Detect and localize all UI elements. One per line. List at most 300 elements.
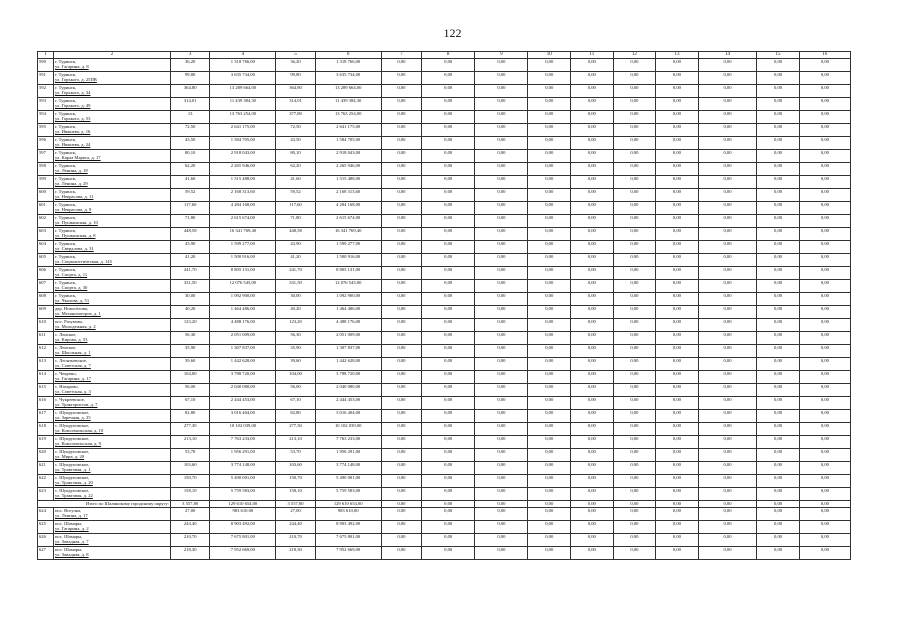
- address-line2: ул. Советская, д. 7: [54, 363, 91, 368]
- row-number: 625: [38, 521, 54, 534]
- zero-cell: 0,00: [422, 358, 475, 371]
- zero-cell: 0,00: [613, 521, 656, 534]
- row-number: 615: [38, 384, 54, 397]
- zero-cell: 0,00: [656, 137, 699, 150]
- zero-cell: 0,00: [571, 475, 614, 488]
- zero-cell: 0,00: [381, 319, 421, 332]
- area-cell: 99,80: [171, 72, 210, 85]
- column-header: 5: [276, 52, 315, 59]
- zero-cell: 0,00: [613, 345, 656, 358]
- zero-cell: 0,00: [799, 384, 850, 397]
- zero-cell: 0,00: [381, 189, 421, 202]
- cost-cell: 1 515 488,00: [210, 176, 276, 189]
- table-row: [38, 72, 851, 85]
- cost-cell: 7 763 233,00: [210, 436, 276, 449]
- zero-cell: 0,00: [422, 449, 475, 462]
- area-cell: 103,60: [276, 462, 315, 475]
- zero-cell: 0,00: [571, 85, 614, 98]
- zero-cell: 0,00: [757, 111, 800, 124]
- zero-cell: 0,00: [475, 228, 528, 241]
- zero-cell: 0,00: [613, 397, 656, 410]
- address-line1: г. Туринск,: [54, 98, 77, 103]
- area-cell: 36,20: [276, 59, 315, 72]
- column-header: 14: [698, 52, 757, 59]
- column-header: 8: [422, 52, 475, 59]
- zero-cell: 0,00: [613, 202, 656, 215]
- zero-cell: 0,00: [698, 475, 757, 488]
- zero-cell: 0,00: [528, 228, 571, 241]
- cost-cell: 1 318 766,00: [315, 59, 381, 72]
- zero-cell: 0,00: [528, 521, 571, 534]
- zero-cell: 0,00: [422, 124, 475, 137]
- zero-cell: 0,00: [528, 293, 571, 306]
- zero-cell: 0,00: [475, 449, 528, 462]
- table-row: [38, 534, 851, 547]
- zero-cell: 0,00: [422, 508, 475, 521]
- area-cell: 35,90: [171, 345, 210, 358]
- zero-cell: 0,00: [475, 137, 528, 150]
- table-row: [38, 111, 851, 124]
- zero-cell: 0,00: [381, 215, 421, 228]
- zero-cell: 0,00: [475, 72, 528, 85]
- address-line2: ул. Спорта, д. 11: [54, 272, 88, 277]
- row-number: 607: [38, 280, 54, 293]
- cost-cell: 2 265 946,00: [315, 163, 381, 176]
- zero-cell: 0,00: [698, 345, 757, 358]
- zero-cell: 0,00: [757, 267, 800, 280]
- address-cell: [53, 449, 170, 462]
- zero-cell: 0,00: [381, 293, 421, 306]
- zero-cell: 0,00: [656, 371, 699, 384]
- zero-cell: 0,00: [656, 521, 699, 534]
- zero-cell: 0,00: [613, 280, 656, 293]
- zero-cell: 0,00: [698, 189, 757, 202]
- address-line2: ул. Западная, д. 7: [54, 539, 89, 544]
- area-cell: 40,20: [171, 306, 210, 319]
- area-cell: 277,30: [276, 423, 315, 436]
- total-area: 3 557,80: [276, 501, 315, 508]
- area-cell: 158,10: [171, 488, 210, 501]
- cost-cell: 12 076 545,00: [210, 280, 276, 293]
- zero-cell: 0,00: [613, 98, 656, 111]
- zero-cell: 0,00: [698, 111, 757, 124]
- cost-cell: 1 307 837,00: [210, 345, 276, 358]
- zero-cell: 0,00: [757, 449, 800, 462]
- address-cell: [53, 85, 170, 98]
- zero-cell: 0,00: [799, 228, 850, 241]
- zero-cell: 0,00: [698, 72, 757, 85]
- address-cell: [53, 202, 170, 215]
- column-header: 3: [171, 52, 210, 59]
- zero-cell: 0,00: [528, 475, 571, 488]
- area-cell: 103,60: [171, 462, 210, 475]
- row-number: 591: [38, 72, 54, 85]
- zero-cell: 0,00: [799, 176, 850, 189]
- zero-cell: 0,00: [528, 59, 571, 72]
- zero-cell: 0,00: [757, 280, 800, 293]
- zero-cell: 0,00: [381, 59, 421, 72]
- zero-cell: 0,00: [528, 280, 571, 293]
- zero-cell: 0,00: [528, 306, 571, 319]
- zero-cell: 0,00: [799, 345, 850, 358]
- zero-cell: 0,00: [381, 534, 421, 547]
- zero-cell: 0,00: [698, 397, 757, 410]
- zero-cell: 0,00: [381, 72, 421, 85]
- area-cell: 80,10: [171, 150, 210, 163]
- zero-cell: 0,00: [381, 488, 421, 501]
- address-cell: [53, 397, 170, 410]
- zero-cell: 0,00: [698, 508, 757, 521]
- area-cell: 448,58: [276, 228, 315, 241]
- zero-cell: 0,00: [799, 371, 850, 384]
- table-row: [38, 306, 851, 319]
- cost-cell: 10 102 039,00: [210, 423, 276, 436]
- row-number: 611: [38, 332, 54, 345]
- zero-cell: 0,00: [381, 176, 421, 189]
- address-cell: [53, 124, 170, 137]
- address-line1: с. Ленское,: [54, 332, 77, 337]
- column-header: 7: [381, 52, 421, 59]
- cost-cell: 1 464 486,00: [210, 306, 276, 319]
- zero-cell: 0,00: [475, 521, 528, 534]
- zero-cell: 0,00: [381, 501, 421, 508]
- table-row: [38, 410, 851, 423]
- zero-cell: 0,00: [422, 410, 475, 423]
- address-line1: с. Шукруповское,: [54, 423, 90, 428]
- cost-cell: 1 584 705,00: [315, 137, 381, 150]
- address-cell: [53, 423, 170, 436]
- zero-cell: 0,00: [698, 280, 757, 293]
- table-row: [38, 488, 851, 501]
- cost-cell: 2 051 009,00: [210, 332, 276, 345]
- zero-cell: 0,00: [381, 332, 421, 345]
- cost-cell: 2 444 453,00: [210, 397, 276, 410]
- address-line1: г. Туринск,: [54, 163, 77, 168]
- zero-cell: 0,00: [571, 345, 614, 358]
- area-cell: 59,52: [171, 189, 210, 202]
- cost-cell: 16 341 769,40: [315, 228, 381, 241]
- zero-cell: 0,00: [757, 319, 800, 332]
- area-cell: 56,30: [171, 332, 210, 345]
- zero-cell: 0,00: [698, 501, 757, 508]
- row-number: 612: [38, 345, 54, 358]
- zero-cell: 0,00: [475, 462, 528, 475]
- zero-cell: 0,00: [571, 449, 614, 462]
- zero-cell: 0,00: [381, 280, 421, 293]
- zero-cell: 0,00: [422, 462, 475, 475]
- zero-cell: 0,00: [571, 163, 614, 176]
- cost-cell: 1 956 291,00: [315, 449, 381, 462]
- zero-cell: 0,00: [528, 319, 571, 332]
- zero-cell: 0,00: [422, 332, 475, 345]
- zero-cell: 0,00: [571, 423, 614, 436]
- zero-cell: 0,00: [613, 189, 656, 202]
- area-cell: 43,90: [171, 241, 210, 254]
- zero-cell: 0,00: [698, 319, 757, 332]
- zero-cell: 0,00: [613, 150, 656, 163]
- cost-cell: 2 168 313,60: [210, 189, 276, 202]
- cost-cell: 983 610,00: [210, 508, 276, 521]
- zero-cell: 0,00: [475, 267, 528, 280]
- cost-cell: 2 615 674,00: [210, 215, 276, 228]
- area-cell: 41,60: [171, 176, 210, 189]
- row-number: 590: [38, 59, 54, 72]
- row-number: 617: [38, 410, 54, 423]
- zero-cell: 0,00: [571, 462, 614, 475]
- zero-cell: 0,00: [381, 241, 421, 254]
- address-line1: пос. Шамары,: [54, 547, 83, 552]
- zero-cell: 0,00: [571, 397, 614, 410]
- cost-cell: 1 584 705,00: [210, 137, 276, 150]
- zero-cell: 0,00: [613, 501, 656, 508]
- zero-cell: 0,00: [656, 85, 699, 98]
- area-cell: 43,50: [276, 137, 315, 150]
- area-cell: 82,80: [171, 410, 210, 423]
- zero-cell: 0,00: [656, 423, 699, 436]
- zero-cell: 0,00: [698, 254, 757, 267]
- address-cell: [53, 436, 170, 449]
- zero-cell: 0,00: [613, 319, 656, 332]
- area-cell: 331,50: [171, 280, 210, 293]
- zero-cell: 0,00: [757, 371, 800, 384]
- address-line2: ул. Кирова, д. 53: [54, 337, 88, 342]
- zero-cell: 0,00: [571, 72, 614, 85]
- zero-cell: 0,00: [799, 319, 850, 332]
- row-number: 610: [38, 319, 54, 332]
- zero-cell: 0,00: [799, 436, 850, 449]
- cost-cell: 1 956 291,00: [210, 449, 276, 462]
- zero-cell: 0,00: [757, 501, 800, 508]
- address-line2: ул. Горького, д. 25ПВ: [54, 77, 97, 82]
- area-cell: 67,10: [171, 397, 210, 410]
- zero-cell: 0,00: [799, 534, 850, 547]
- zero-cell: 0,00: [422, 345, 475, 358]
- zero-cell: 0,00: [475, 319, 528, 332]
- cost-cell: 2 168 313,60: [315, 189, 381, 202]
- cost-cell: 2 918 043,00: [210, 150, 276, 163]
- address-line1: г. Туринск,: [54, 85, 77, 90]
- zero-cell: 0,00: [475, 254, 528, 267]
- zero-cell: 0,00: [422, 72, 475, 85]
- area-cell: 43,90: [276, 241, 315, 254]
- area-cell: 99,80: [276, 72, 315, 85]
- cost-cell: 13 763 254,00: [210, 111, 276, 124]
- zero-cell: 0,00: [381, 306, 421, 319]
- address-cell: [53, 521, 170, 534]
- cost-cell: 1 318 766,00: [210, 59, 276, 72]
- zero-cell: 0,00: [656, 358, 699, 371]
- area-cell: 35,90: [276, 345, 315, 358]
- address-line1: г. Туринск,: [54, 280, 77, 285]
- table-row: [38, 436, 851, 449]
- zero-cell: 0,00: [613, 293, 656, 306]
- zero-cell: 0,00: [757, 189, 800, 202]
- cost-cell: 3 635 734,00: [315, 72, 381, 85]
- zero-cell: 0,00: [613, 137, 656, 150]
- zero-cell: 0,00: [475, 150, 528, 163]
- zero-cell: 0,00: [381, 228, 421, 241]
- zero-cell: 0,00: [656, 98, 699, 111]
- address-line1: с. Шукруповское,: [54, 410, 90, 415]
- zero-cell: 0,00: [656, 501, 699, 508]
- area-cell: 80,10: [276, 150, 315, 163]
- zero-cell: 0,00: [422, 280, 475, 293]
- table-row: [38, 423, 851, 436]
- area-cell: 39,60: [171, 358, 210, 371]
- cost-cell: 2 040 080,00: [315, 384, 381, 397]
- zero-cell: 0,00: [656, 410, 699, 423]
- cost-cell: 4 488 176,00: [315, 319, 381, 332]
- zero-cell: 0,00: [799, 332, 850, 345]
- zero-cell: 0,00: [613, 423, 656, 436]
- zero-cell: 0,00: [799, 202, 850, 215]
- cost-cell: 4 284 168,00: [315, 202, 381, 215]
- table-body: [38, 59, 851, 560]
- row-number: 621: [38, 462, 54, 475]
- zero-cell: 0,00: [475, 436, 528, 449]
- address-line1: г. Туринск,: [54, 241, 77, 246]
- cost-cell: 2 040 080,00: [210, 384, 276, 397]
- cost-cell: 2 051 009,00: [315, 332, 381, 345]
- zero-cell: 0,00: [613, 508, 656, 521]
- zero-cell: 0,00: [698, 137, 757, 150]
- zero-cell: 0,00: [528, 508, 571, 521]
- zero-cell: 0,00: [475, 547, 528, 560]
- area-cell: 213,10: [171, 436, 210, 449]
- zero-cell: 0,00: [656, 384, 699, 397]
- cost-cell: 8 805 131,00: [210, 267, 276, 280]
- zero-cell: 0,00: [698, 176, 757, 189]
- zero-cell: 0,00: [381, 202, 421, 215]
- zero-cell: 0,00: [799, 488, 850, 501]
- cost-cell: 2 444 453,00: [315, 397, 381, 410]
- cost-cell: 3 016 404,00: [315, 410, 381, 423]
- area-cell: 53,70: [171, 449, 210, 462]
- cost-cell: 5 490 001,00: [315, 475, 381, 488]
- zero-cell: 0,00: [422, 85, 475, 98]
- row-number: 616: [38, 397, 54, 410]
- total-row: [38, 501, 851, 508]
- cost-cell: 3 774 148,00: [210, 462, 276, 475]
- row-number: 626: [38, 534, 54, 547]
- zero-cell: 0,00: [571, 280, 614, 293]
- zero-cell: 0,00: [698, 384, 757, 397]
- row-number: 602: [38, 215, 54, 228]
- zero-cell: 0,00: [475, 293, 528, 306]
- zero-cell: 0,00: [656, 436, 699, 449]
- zero-cell: 0,00: [422, 501, 475, 508]
- zero-cell: 0,00: [422, 98, 475, 111]
- cost-cell: 7 763 233,00: [315, 436, 381, 449]
- zero-cell: 0,00: [571, 293, 614, 306]
- area-cell: 104,00: [276, 371, 315, 384]
- zero-cell: 0,00: [381, 384, 421, 397]
- area-cell: 364,80: [276, 85, 315, 98]
- row-number: 624: [38, 508, 54, 521]
- table-row: [38, 397, 851, 410]
- address-line1: г. Туринск,: [54, 254, 77, 259]
- zero-cell: 0,00: [475, 59, 528, 72]
- area-cell: 150,70: [171, 475, 210, 488]
- zero-cell: 0,00: [799, 241, 850, 254]
- area-cell: 39,60: [276, 358, 315, 371]
- address-line2: ул. Гагарина, д. 17: [54, 376, 91, 381]
- zero-cell: 0,00: [656, 306, 699, 319]
- column-header: 13: [656, 52, 699, 59]
- zero-cell: 0,00: [528, 111, 571, 124]
- zero-cell: 0,00: [422, 254, 475, 267]
- zero-cell: 0,00: [475, 397, 528, 410]
- area-cell: 72,50: [171, 124, 210, 137]
- zero-cell: 0,00: [698, 332, 757, 345]
- zero-cell: 0,00: [799, 280, 850, 293]
- table-row: [38, 85, 851, 98]
- area-cell: 43,50: [171, 137, 210, 150]
- zero-cell: 0,00: [698, 462, 757, 475]
- zero-cell: 0,00: [613, 267, 656, 280]
- address-line2: ул. Социалистическая, д. 145: [54, 259, 112, 264]
- zero-cell: 0,00: [422, 488, 475, 501]
- zero-cell: 0,00: [613, 85, 656, 98]
- address-cell: [53, 371, 170, 384]
- area-cell: 218,30: [171, 547, 210, 560]
- area-cell: 244,40: [171, 521, 210, 534]
- zero-cell: 0,00: [475, 306, 528, 319]
- zero-cell: 0,00: [422, 150, 475, 163]
- total-area: 3 557,80: [171, 501, 210, 508]
- cost-cell: 8 903 492,00: [315, 521, 381, 534]
- zero-cell: 0,00: [528, 98, 571, 111]
- address-cell: [53, 319, 170, 332]
- zero-cell: 0,00: [757, 462, 800, 475]
- area-cell: 40,20: [276, 306, 315, 319]
- address-line1: г. Туринск,: [54, 111, 77, 116]
- table-row: [38, 267, 851, 280]
- cost-cell: 11 439 384,30: [210, 98, 276, 111]
- zero-cell: 0,00: [422, 137, 475, 150]
- zero-cell: 0,00: [381, 345, 421, 358]
- address-line2: ул. Спорта, д. 30: [54, 285, 88, 290]
- area-cell: 123,20: [171, 319, 210, 332]
- zero-cell: 0,00: [422, 241, 475, 254]
- zero-cell: 0,00: [475, 163, 528, 176]
- zero-cell: 0,00: [422, 306, 475, 319]
- area-cell: 27,00: [276, 508, 315, 521]
- zero-cell: 0,00: [656, 215, 699, 228]
- zero-cell: 0,00: [381, 423, 421, 436]
- zero-cell: 0,00: [698, 267, 757, 280]
- area-cell: 331,50: [276, 280, 315, 293]
- address-cell: [53, 189, 170, 202]
- zero-cell: 0,00: [571, 332, 614, 345]
- zero-cell: 0,00: [571, 98, 614, 111]
- column-header: 15: [757, 52, 800, 59]
- zero-cell: 0,00: [381, 547, 421, 560]
- zero-cell: 0,00: [799, 358, 850, 371]
- address-line1: с. Назарово,: [54, 384, 79, 389]
- zero-cell: 0,00: [528, 371, 571, 384]
- page-number: 122: [443, 26, 462, 40]
- zero-cell: 0,00: [656, 534, 699, 547]
- zero-cell: 0,00: [799, 449, 850, 462]
- zero-cell: 0,00: [528, 449, 571, 462]
- cost-cell: 13 763 254,00: [315, 111, 381, 124]
- address-line2: ул. Советская, д. 3: [54, 389, 91, 394]
- zero-cell: 0,00: [422, 111, 475, 124]
- zero-cell: 0,00: [757, 345, 800, 358]
- column-header: 4: [210, 52, 276, 59]
- address-cell: [53, 150, 170, 163]
